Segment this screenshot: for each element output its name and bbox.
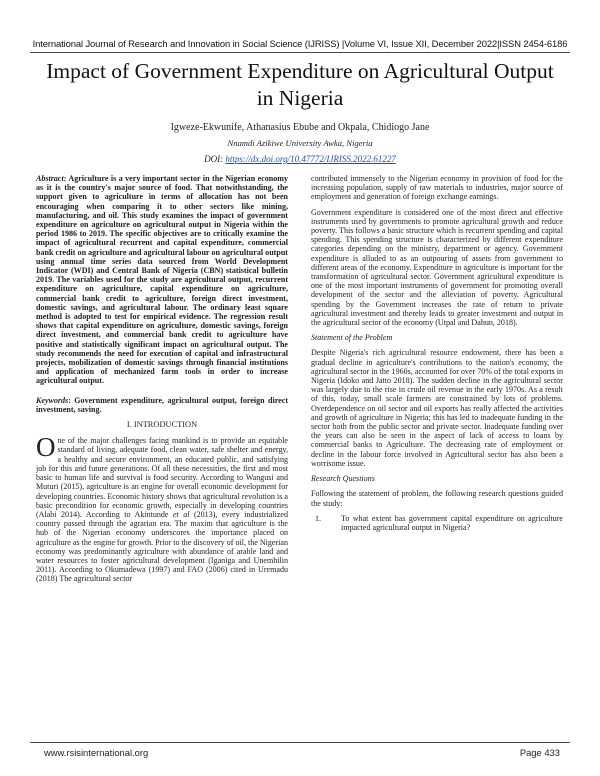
authors: Igweze-Ekwunife, Athanasius Ebube and Okpala, Chidiogo Jane [170, 122, 430, 133]
drop-cap: O [36, 432, 56, 463]
paragraph-statement-of-problem: Despite Nigeria's rich agricultural resource endowment, there has been a gradual decline in agriculture's contributions to the nation's economy, the agricultural sector in the 1960s, accounted for over 70% of the total exports in Nigeria (Idoko and Jatto 2018). The sudden decline in the agricultural sector was largely due to the rise in crude oil revenue in the early 1970s. As a result of this, today, small scale farmers are constrained by lots of problems. Overdependence on oil sector and oil exports has really affected the activities and growth of agriculture in Nigeria; this has led to inadequate funding in the sector both from the public sector and private sector. Inadequate funding over the years can also be seen in the aspect of lack of access to loans by commercial banks to Agriculture. The decreasing rate of employment or decline in the labour force involved in Agricultural sector has also been a worrisome issue. [311, 348, 563, 468]
list-item [315, 514, 563, 532]
intro-text-a: ne of the major challenges facing mankind is to provide an equitable standard of living, adequate food, clean water, safe shelter and energy, a healthy and secure environment, an educated public, and satisfying job for this and future generations. Of all these necessities, the first and most basic to human life and survival is food security. According to Wangusi and Muturi (2015), agriculture is an engine for overall economic development for developing countries. Economic history shows that agricultural revolution is a basic precondition for economic growth, especially in developing countries (Alabi 2014). According to Akintunde [36, 436, 288, 519]
paragraph-research-questions: Following the statement of problem, the following research questions guided the study: [311, 489, 563, 508]
keywords-text: : Government expenditure, agricultural output, foreign direct investment, saving. [36, 395, 288, 414]
subheading-statement-of-problem: Statement of the Problem [311, 333, 393, 343]
paper-title: Impact of Government Expenditure on Agricultural Output in Nigeria [46, 59, 554, 110]
doi-link[interactable]: https://dx.doi.org/10.47772/IJRISS.2022.61227 [225, 154, 396, 164]
keywords-label: Keywords [36, 395, 69, 405]
intro-text-b: (2013), every industrialized country passed through the agrarian era. The maxim that agriculture is the hub of the Nigerian economy underscores the importance placed on agriculture as the engine for growth. Prior to the discovery of oil, the Nigerian economy was predominantly agriculture with abundance of arable land and water resources to foster agricultural development (Iganiga and Unemhilin 2011). According to Okumadewa (1997) and FAO (2006) cited in Uremadu (2018) The agricultural sector [36, 509, 288, 584]
keywords [36, 396, 288, 414]
doi-label: DOI: [204, 154, 226, 164]
footer-website: www.rsisinternational.org [44, 747, 149, 758]
paragraph-government-expenditure: Government expenditure is considered one of the most direct and effective instruments used by governments to promote agricultural growth and reduce poverty. This follows a basic structure which is recurrent spending and capital spending. This spending structure is characterized by different expenditure categories depending on the ministry, department or agency. Government expenditure is alluded to as an outpouring of assets from government to different areas of the economy. Expenditure in agriculture is important for the transformation of agricultural sector. Government agricultural expenditure is one of the most important instruments of government for promoting overall development of the sector and the alleviation of poverty. Agricultural spending by the Government increases the rate of return to private agricultural investment and thereby leads to greater investment and output in the agricultural sector of the economy (Utpal and Dahun, 2018). [311, 207, 563, 328]
paragraph-continued: contributed immensely to the Nigerian economy in provision of food for the increasing population, supply of raw materials to industries, major source of employment and generation of foreign exchange earnings. [311, 174, 563, 202]
doi-line [0, 154, 600, 164]
right-column [311, 174, 563, 532]
abstract-text: Agriculture is a very important sector in the Nigerian economy as it is the country's major source of food. That notwithstanding, the support given to agriculture in terms of allocation has not been encouraging when comparing it to other sectors like mining, manufacturing, and oil. This study examines the impact of government expenditure on agriculture on agricultural output in Nigeria within the period 1986 to 2019. The specific objectives are to critically examine the impact of agricultural recurrent and capital expenditure, commercial bank credit on agriculture and agricultural labour on agricultural output using annual time series data sourced from World Development Indicator (WDI) and Central Bank of Nigeria (CBN) statistical bulletin 2019. The variables used for the study are agricultural output, recurrent expenditure on agriculture, capital expenditure on agriculture, commercial bank credit to agriculture, foreign direct investment, domestic savings, and agricultural labour. The ordinary least square method is adopted to test for empirical evidence. The regression result shows that capital expenditure on agriculture, domestic savings, foreign direct investment, and commercial bank credit to agriculture have positive and statistically significant impact on agricultural output. The study recommends the need for execution of capital and infrastructural projects, mobilization of domestic savings through financial institutions and application of mechanized farm tools in order to increase agricultural output. [36, 174, 288, 386]
affiliation: Nnamdi Azikiwe University Awka, Nigeria [227, 138, 373, 148]
section-heading-introduction: I. INTRODUCTION [126, 420, 198, 430]
footer-rule [30, 742, 570, 743]
list-number: 1. [315, 513, 322, 523]
intro-paragraph [36, 432, 288, 584]
abstract-label: Abstract: [36, 174, 67, 183]
intro-etal: et al [172, 509, 190, 519]
subheading-research-questions: Research Questions [311, 474, 375, 484]
list-item-text: To what extent has government capital expenditure on agriculture impacted agricultural output in Nigeria? [341, 513, 563, 532]
left-column [36, 174, 288, 584]
abstract [36, 174, 288, 386]
research-questions-list [311, 514, 563, 532]
journal-header: International Journal of Research and Innovation in Social Science (IJRISS) |Volume VI, Issue XII, December 2022|ISSN 2454-6186 [32, 38, 568, 49]
header-rule [30, 52, 570, 53]
page-number: Page 433 [519, 747, 560, 758]
